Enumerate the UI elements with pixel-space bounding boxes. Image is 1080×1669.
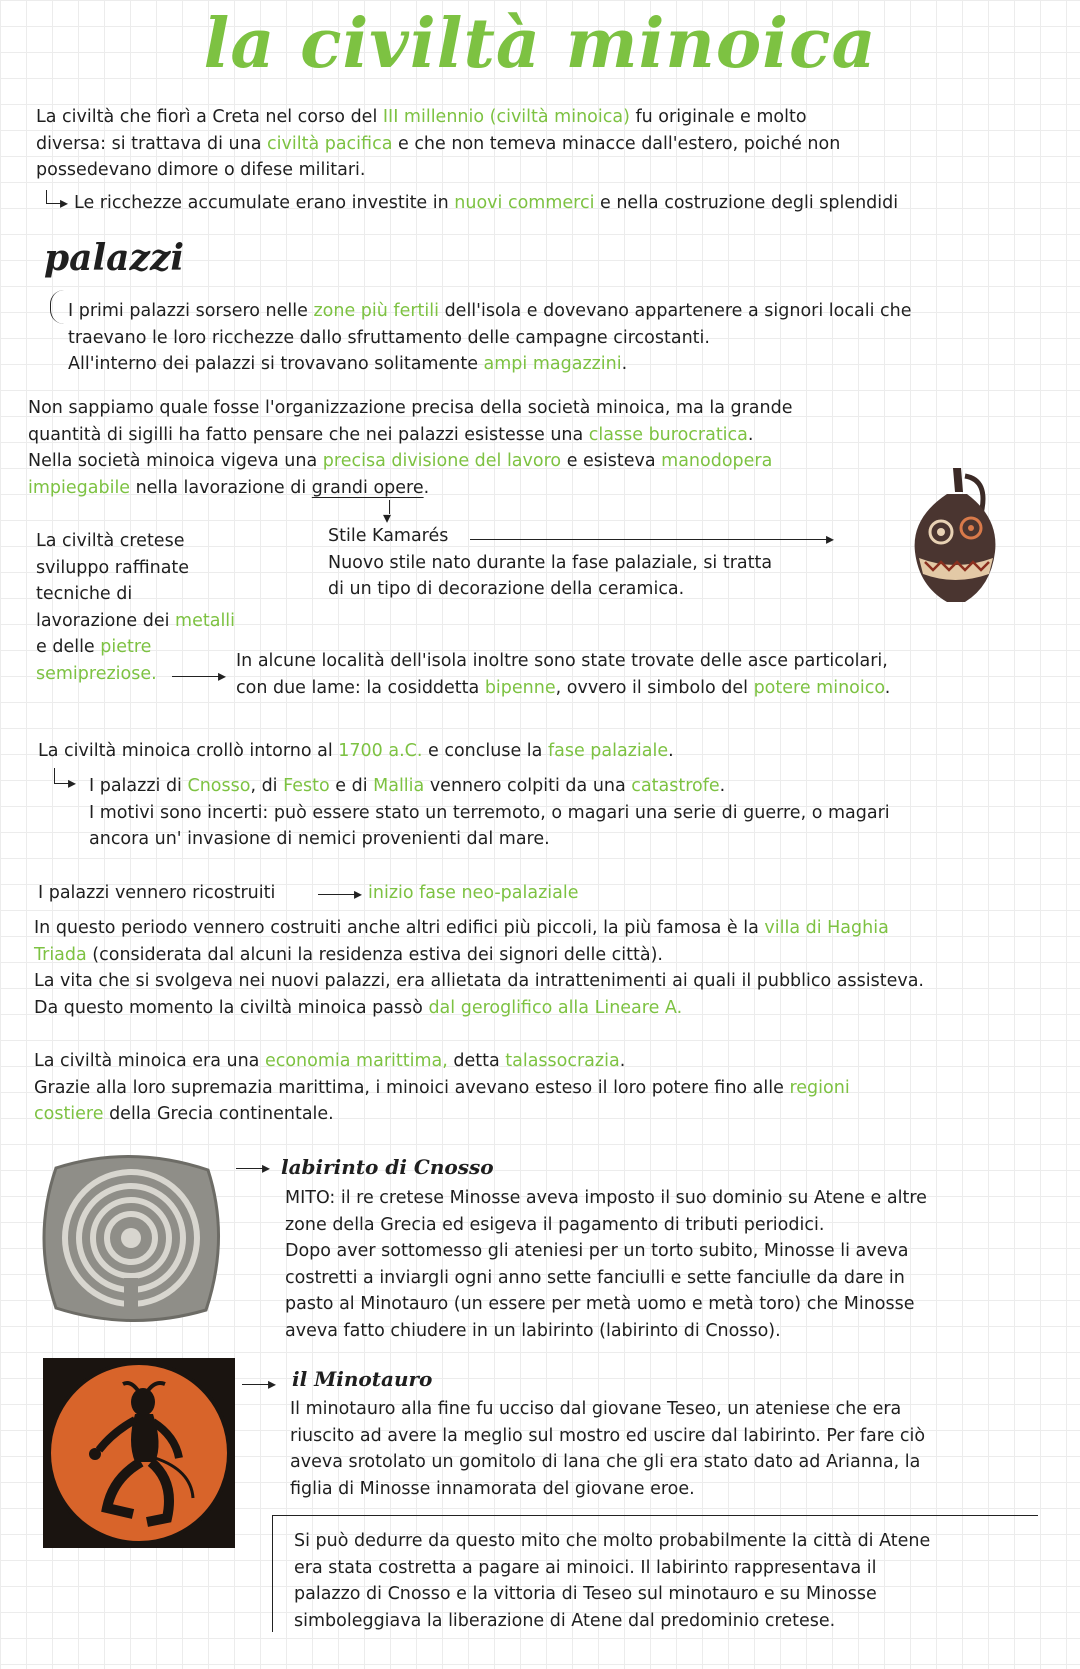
text: . [719, 776, 726, 796]
divider [272, 1515, 1038, 1516]
highlight: potere minoico [753, 677, 885, 698]
intro-line-1 [36, 104, 840, 131]
minotaur-vase-image [43, 1358, 235, 1548]
rebuild-line-3 [34, 942, 924, 969]
text: detta [447, 1051, 506, 1071]
text: , di [250, 776, 284, 796]
highlight: Mallia [373, 776, 425, 796]
text: Nella società minoica vigeva una [28, 451, 323, 472]
kamares-block [328, 523, 772, 603]
highlight: economia marittima, [264, 1051, 448, 1071]
palazzi-line-1 [68, 298, 911, 325]
highlight: III millennio (civiltà minoica) [382, 107, 630, 127]
text: e esisteva [561, 451, 662, 472]
conclusion-line-3: palazzo di Cnosso e la vittoria di Teseo sul minotauro e su Minosse [294, 1584, 877, 1605]
intro-line-4 [74, 190, 898, 217]
text: . [884, 677, 891, 698]
axes-block [236, 648, 890, 701]
crafts-left-5 [36, 634, 235, 661]
kamares-title: Stile Kamarés [328, 526, 449, 546]
labyrinth-icon [36, 1148, 226, 1328]
arrow-right-icon: ▸ [826, 529, 835, 548]
text: dell'isola e dovevano appartenere a signori locali che [439, 301, 912, 321]
minotauro-line-1: Il minotauro alla fine fu ucciso dal giovane Teseo, un ateniese che era [290, 1399, 902, 1419]
text: . [423, 477, 430, 498]
text: quantità di sigilli ha fatto pensare che nei palazzi esistesse una [28, 424, 589, 445]
text: e nella costruzione degli splendidi [594, 193, 899, 213]
text: In questo periodo vennero costruiti anche altri edifici più piccoli, la più famosa è la [34, 918, 765, 938]
society-section [28, 395, 792, 501]
text: La civiltà che fiorì a Creta nel corso del [36, 107, 383, 127]
highlight: pietre [100, 637, 152, 658]
neo-palaziale-label: inizio fase neo-palaziale [368, 883, 579, 903]
society-line-1: Non sappiamo quale fosse l'organizzazione precisa della società minoica, ma la grande [28, 398, 793, 418]
text: . [668, 741, 674, 761]
rebuild-line-5 [34, 995, 924, 1022]
rebuild-line-2 [34, 915, 924, 942]
highlight: Cnosso [187, 776, 251, 796]
highlight: zone più fertili [313, 301, 439, 321]
arrow-line-axes [172, 676, 222, 677]
highlight: regioni [789, 1077, 850, 1098]
highlight: dal geroglifico alla Lineare A. [428, 997, 683, 1018]
collapse-line-3: I motivi sono incerti: può essere stato un terremoto, o magari una serie di guerre, o magari [89, 802, 890, 823]
economy-line-2 [34, 1075, 850, 1102]
text: fu originale e molto [629, 107, 807, 127]
kamares-line-1: Nuovo stile nato durante la fase palaziale, si tratta [328, 552, 773, 573]
minotauro-line-3: aveva srotolato un gomitolo di lana che gli era stato dato ad Arianna, la [290, 1452, 921, 1473]
text: e che non temeva minacce dall'estero, poiché non [392, 133, 841, 154]
palazzi-line-2: traevano le loro ricchezze dallo sfruttamento delle campagne circostanti. [68, 327, 710, 348]
arrow-line-kamares [470, 539, 830, 540]
text: . [619, 1051, 626, 1071]
text: All'interno dei palazzi si trovavano solitamente [68, 354, 484, 375]
text: diversa: si trattava di una [36, 133, 268, 154]
kamares-line-2: di un tipo di decorazione della ceramica. [328, 579, 685, 600]
text: e concluse la [422, 741, 548, 761]
text: Grazie alla loro supremazia marittima, i minoici avevano esteso il loro potere fino alle [34, 1077, 790, 1098]
text: La civiltà minoica crollò intorno al [38, 741, 339, 761]
page-title: la civiltà minoica [203, 4, 877, 84]
highlight: talassocrazia [505, 1051, 620, 1071]
axes-line-2 [236, 675, 890, 702]
kamares-vase-image [895, 462, 1015, 610]
economy-line-3 [34, 1101, 850, 1128]
arrow-line-neo [318, 894, 358, 895]
crafts-left-6: semipreziose. [36, 663, 157, 684]
text: Da questo momento la civiltà minoica passò [34, 997, 429, 1018]
text: . [621, 354, 628, 375]
economy-line-1 [34, 1048, 850, 1075]
arrow-head-icon: ▸ [68, 773, 77, 792]
vase-icon [895, 462, 1015, 610]
text: La civiltà minoica era una [34, 1051, 265, 1071]
arrow-right-icon: ▸ [268, 1374, 277, 1393]
highlight: bipenne [484, 677, 556, 698]
conclusion-line-2: era stata costretta a pagare ai minoici. Il labirinto rappresentava il [294, 1557, 877, 1578]
text: . [747, 424, 754, 445]
society-line-4 [28, 475, 792, 502]
curved-bracket [50, 290, 65, 324]
labyrinth-coin-image [36, 1148, 226, 1328]
labirinto-line-3: Dopo aver sottomesso gli ateniesi per un torto subito, Minosse li aveva [285, 1241, 909, 1262]
highlight: nuovi commerci [454, 193, 595, 213]
palazzi-text [68, 298, 911, 378]
collapse-line-2 [89, 773, 890, 800]
labirinto-line-1: MITO: il re cretese Minosse aveva imposto il suo dominio su Atene e altre [285, 1188, 927, 1208]
text: e delle [36, 637, 101, 658]
crafts-left-3: tecniche di [36, 584, 133, 605]
labirinto-line-2: zone della Grecia ed esigeva il pagamento di tributi periodici. [285, 1214, 825, 1235]
highlight: impiegabile [28, 477, 131, 498]
crafts-left-4 [36, 608, 235, 635]
conclusion-line-1: Si può dedurre da questo mito che molto probabilmente la città di Atene [294, 1531, 931, 1551]
axes-line-1: In alcune località dell'isola inoltre sono state trovate delle asce particolari, [236, 651, 888, 671]
minotaur-icon [43, 1358, 235, 1548]
highlight: civiltà pacifica [267, 133, 393, 154]
highlight: classe burocratica [588, 424, 748, 445]
arrow-head-icon: ▸ [60, 193, 69, 212]
palazzi-line-3 [68, 351, 911, 378]
conclusion-line-4: simboleggiava la liberazione di Atene dal predominio cretese. [294, 1610, 836, 1631]
collapse-line-4: ancora un' invasione di nemici provenienti dal mare. [89, 829, 550, 850]
arrow-right-icon: ▸ [262, 1158, 271, 1177]
rebuild-line-1: I palazzi vennero ricostruiti [38, 883, 276, 903]
highlight: Festo [283, 776, 330, 796]
highlight: villa di Haghia [764, 918, 889, 938]
highlight: precisa divisione del lavoro [322, 451, 562, 472]
highlight: costiere [34, 1104, 104, 1125]
labirinto-line-5: pasto al Minotauro (un essere per metà uomo e metà toro) che Minosse [285, 1294, 915, 1315]
arrow-down-icon: ▾ [383, 508, 392, 527]
arrow-right-icon: ▸ [354, 884, 363, 903]
intro-line-2 [36, 131, 840, 158]
labirinto-heading: labirinto di Cnosso [281, 1155, 494, 1179]
highlight: manodopera [661, 451, 773, 472]
text: I primi palazzi sorsero nelle [68, 301, 314, 321]
highlight: metalli [175, 610, 236, 631]
highlight: ampi magazzini [483, 354, 622, 375]
minotauro-line-2: riuscito ad avere la meglio sul mostro ed uscire dal labirinto. Per fare ciò [290, 1425, 926, 1446]
palazzi-heading: palazzi [44, 237, 185, 279]
collapse-line-1 [38, 738, 674, 765]
text: Le ricchezze accumulate erano investite in [74, 193, 455, 213]
crafts-left [36, 528, 235, 688]
text: (considerata dal alcuni la residenza estiva dei signori delle città). [86, 944, 663, 965]
minotauro-heading: il Minotauro [292, 1367, 433, 1391]
collapse-text [89, 773, 890, 853]
labirinto-text [285, 1185, 927, 1345]
economy-section [34, 1048, 850, 1128]
highlight: 1700 a.C. [338, 741, 423, 761]
text: lavorazione dei [36, 610, 176, 631]
text: della Grecia continentale. [103, 1104, 334, 1125]
intro-section [36, 104, 840, 184]
highlight: catastrofe [631, 776, 720, 796]
rebuild-line-4: La vita che si svolgeva nei nuovi palazzi, era allietata da intrattenimenti ai quali il pubblico assisteva. [34, 971, 924, 992]
society-line-3 [28, 448, 792, 475]
society-line-2 [28, 422, 792, 449]
text: vennero colpiti da una [424, 776, 632, 796]
text: I palazzi di [89, 776, 188, 796]
labirinto-line-4: costretti a inviargli ogni anno sette fanciulli e sette fanciulle da dare in [285, 1267, 905, 1288]
conclusion-text [294, 1528, 930, 1634]
arrow-right-icon: ▸ [218, 666, 227, 685]
intro-line-3: possedevano dimore o difese militari. [36, 160, 366, 181]
labirinto-line-6: aveva fatto chiudere in un labirinto (labirinto di Cnosso). [285, 1320, 781, 1341]
minotauro-line-4: figlia di Minosse innamorata del giovane eroe. [290, 1478, 695, 1499]
rebuild-text [34, 915, 924, 1021]
divider-vertical [272, 1515, 273, 1632]
crafts-left-1: La civiltà cretese [36, 531, 185, 551]
text: , ovvero il simbolo del [555, 677, 754, 698]
crafts-left-2: sviluppo raffinate [36, 557, 190, 578]
minotauro-text [290, 1396, 925, 1502]
text: nella lavorazione di [130, 477, 312, 498]
text: e di [329, 776, 374, 796]
text: con due lame: la cosiddetta [236, 677, 485, 698]
underlined-text: grandi opere [311, 477, 424, 498]
highlight: fase palaziale [547, 741, 669, 761]
highlight: Triada [34, 944, 87, 965]
